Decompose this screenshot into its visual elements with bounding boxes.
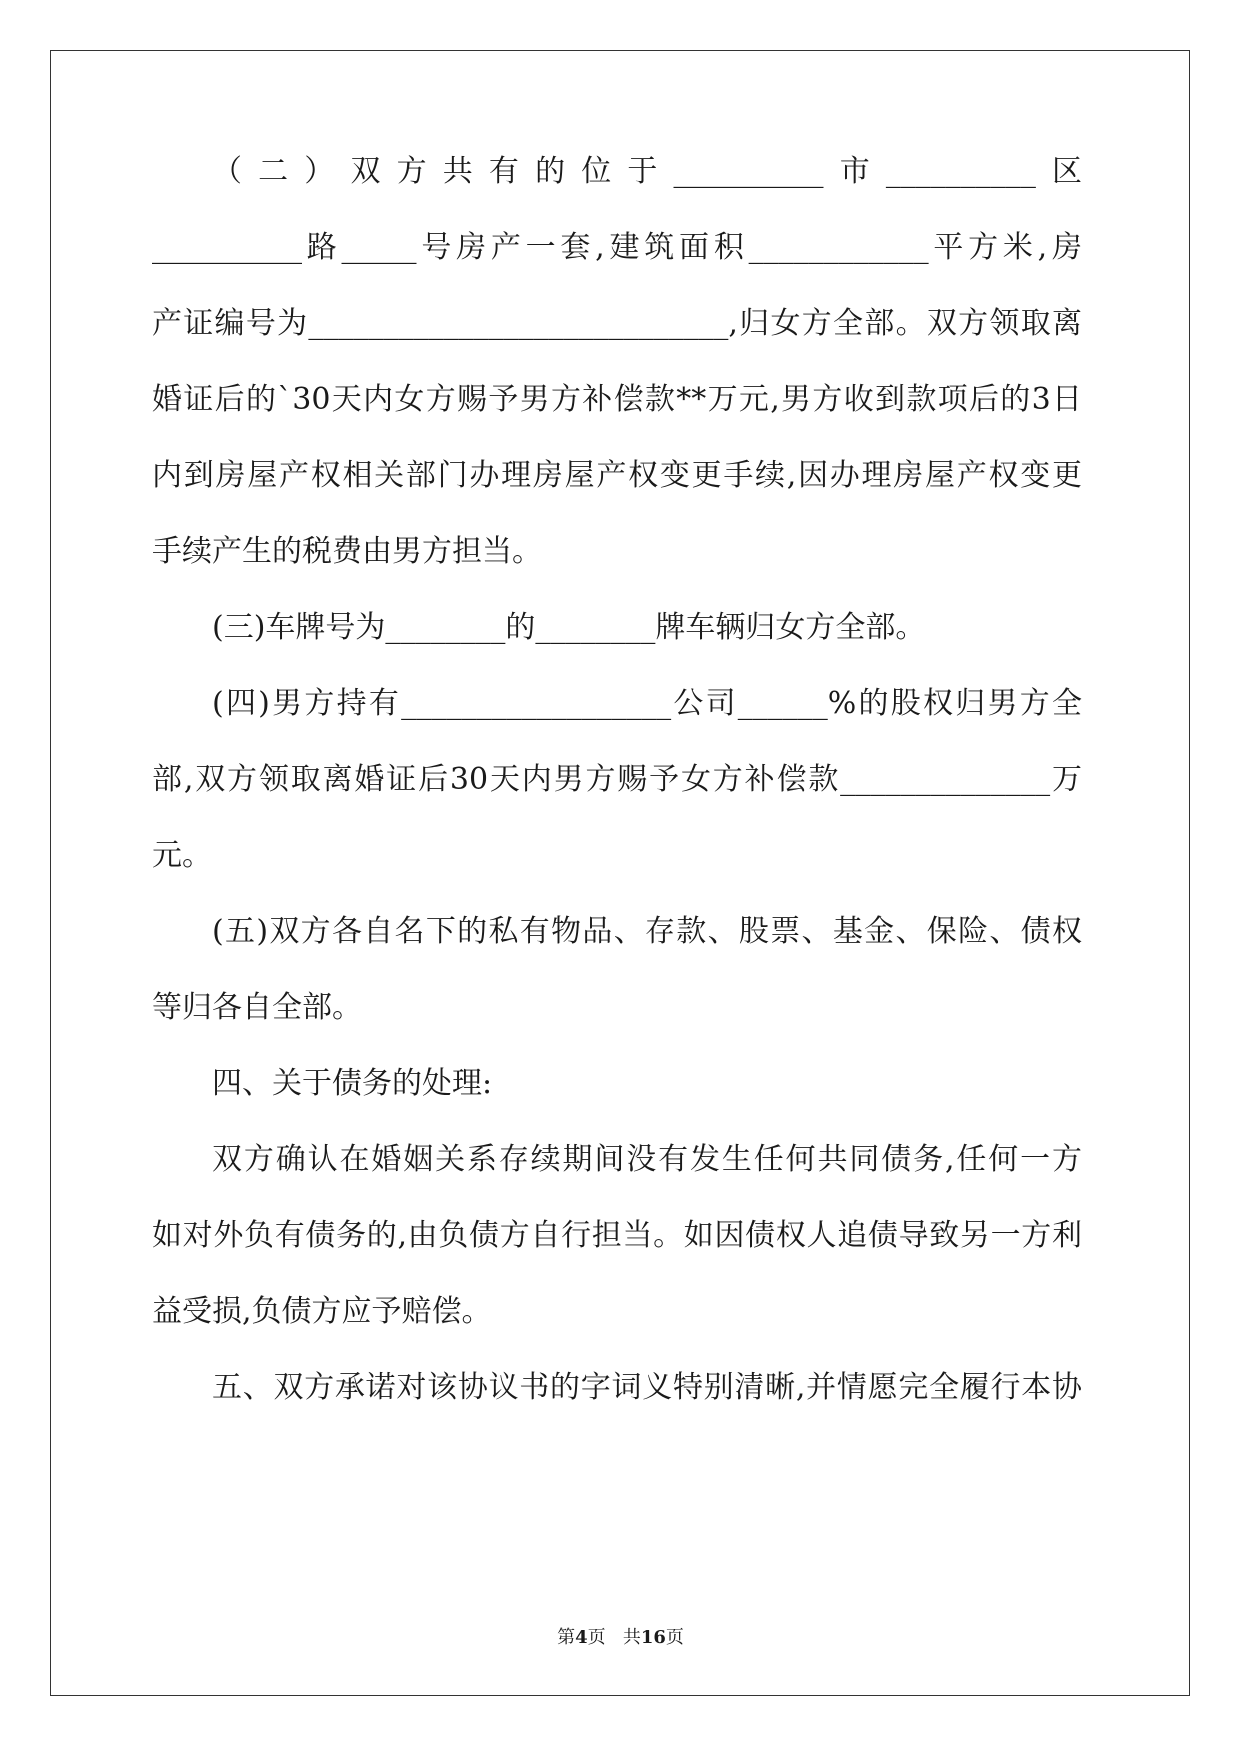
text-line-7: (三)车牌号为________的________牌车辆归女方全部。 (212, 610, 926, 645)
page-footer (0, 1626, 1241, 1650)
text-line-1: （二）双方共有的位于__________市__________区 (212, 154, 1082, 189)
text-line-3: 产证编号为____________________________,归女方全部。双方领取离 (152, 306, 1082, 341)
total-suffix: 页 (665, 1627, 684, 1648)
text-line-11: (五)双方各自名下的私有物品、存款、股票、基金、保险、债权 (212, 914, 1082, 949)
page-suffix: 页 (587, 1627, 606, 1648)
section-heading-debts: 四、关于债务的处理: (212, 1066, 493, 1101)
text-line-5: 内到房屋产权相关部门办理房屋产权变更手续,因办理房屋产权变更 (152, 458, 1082, 493)
page-number: 4 (575, 1627, 588, 1648)
text-line-16: 益受损,负债方应予赔偿。 (152, 1294, 492, 1329)
text-line-17: 五、双方承诺对该协议书的字词义特别清晰,并情愿完全履行本协 (212, 1370, 1082, 1405)
text-line-2: __________路_____号房产一套,建筑面积____________平方米,房 (152, 230, 1082, 265)
text-line-14: 双方确认在婚姻关系存续期间没有发生任何共同债务,任何一方 (212, 1142, 1082, 1177)
text-line-6: 手续产生的税费由男方担当。 (152, 534, 542, 569)
text-line-4: 婚证后的`30天内女方赐予男方补偿款**万元,男方收到款项后的3日 (152, 382, 1082, 417)
text-line-10: 元。 (152, 838, 212, 873)
total-prefix: 共 (622, 1627, 641, 1648)
text-line-12: 等归各自全部。 (152, 990, 362, 1025)
total-pages: 16 (640, 1627, 666, 1648)
text-line-9: 部,双方领取离婚证后30天内男方赐予女方补偿款______________万 (152, 762, 1082, 797)
text-line-15: 如对外负有债务的,由负债方自行担当。如因债权人追债导致另一方利 (152, 1218, 1082, 1253)
page-prefix: 第 (557, 1627, 576, 1648)
text-line-8: (四)男方持有__________________公司______%的股权归男方全 (212, 686, 1082, 721)
